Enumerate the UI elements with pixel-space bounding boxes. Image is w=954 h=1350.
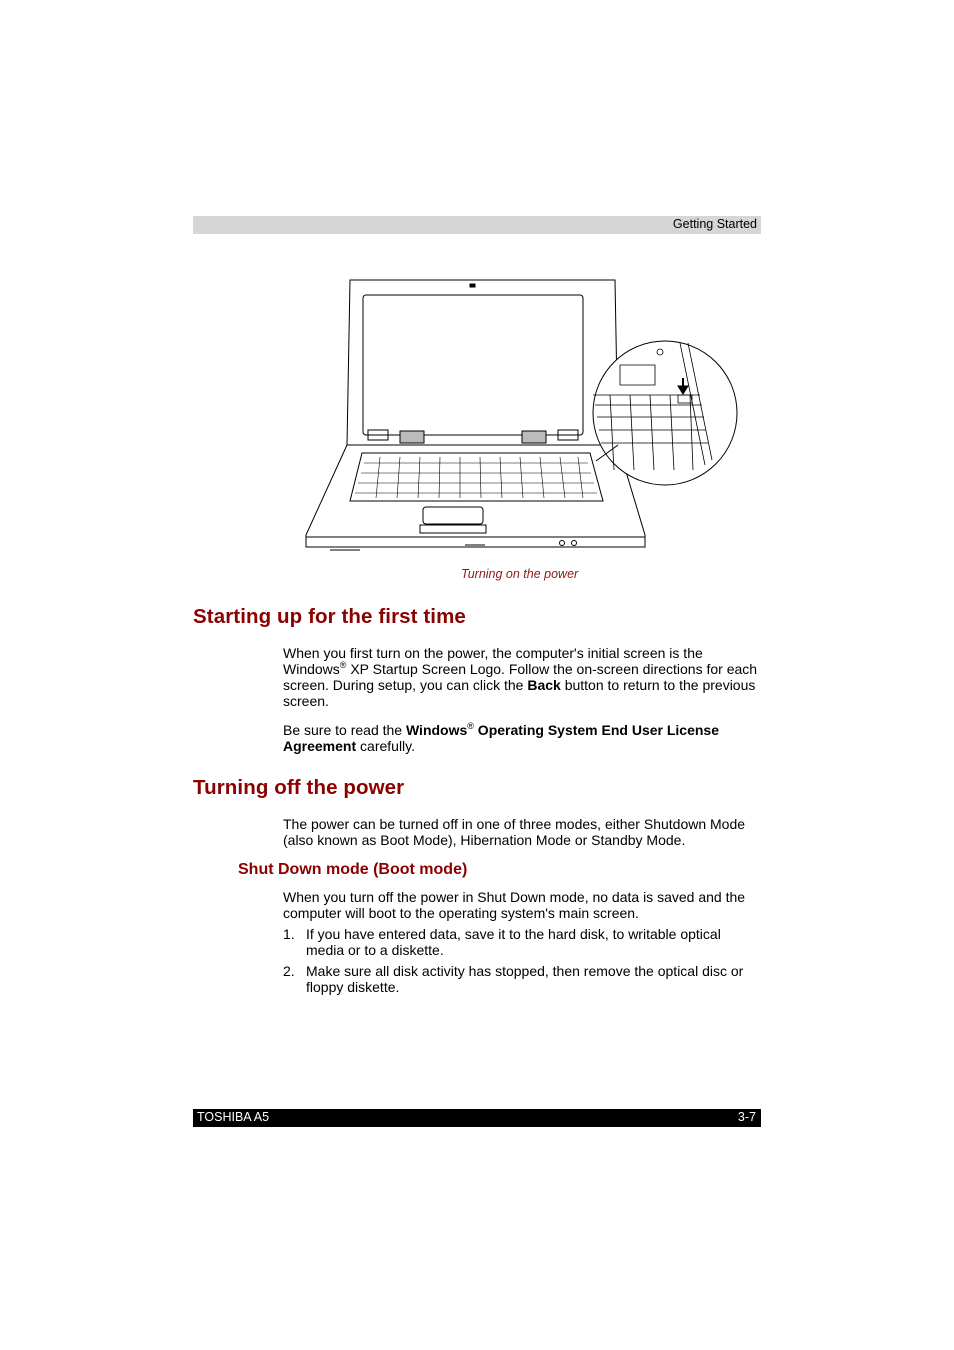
eula-term: Operating System End User License Agreement — [283, 722, 720, 754]
list-number: 1. — [283, 926, 295, 942]
text-run: button to return to the previous screen. — [283, 677, 756, 709]
text-run: XP Startup Screen Logo. Follow the on-screen directions for each screen. During setup, you can click the — [283, 661, 758, 693]
registered-mark: ® — [467, 721, 474, 731]
laptop-power-illustration — [300, 275, 745, 560]
list-text: If you have entered data, save it to the hard disk, to writable optical media or to a diskette. — [306, 926, 721, 958]
text-run: When you first turn on the power, the computer's initial screen is the Windows — [283, 645, 703, 677]
figure-caption: Turning on the power — [461, 567, 579, 581]
shut-down-paragraph: When you turn off the power in Shut Down mode, no data is saved and the computer will boot to the operating system's main screen. — [283, 889, 746, 921]
heading-shut-down-mode: Shut Down mode (Boot mode) — [238, 861, 468, 878]
footer-model: TOSHIBA A5 — [197, 1110, 270, 1124]
list-number: 2. — [283, 963, 295, 979]
list-text: Make sure all disk activity has stopped, then remove the optical disc or floppy diskette. — [306, 963, 744, 995]
windows-term: Windows — [405, 722, 468, 738]
starting-up-paragraph-2 — [283, 722, 761, 754]
running-header — [193, 216, 761, 234]
starting-up-paragraph-1 — [283, 645, 761, 709]
heading-turning-off: Turning off the power — [193, 776, 405, 799]
running-footer — [193, 1109, 761, 1127]
turning-off-paragraph: The power can be turned off in one of three modes, either Shutdown Mode (also known as Boot Mode), Hibernation Mode or Standby Mode. — [283, 816, 746, 848]
text-run: Be sure to read the — [283, 722, 406, 738]
registered-mark: ® — [339, 660, 347, 670]
back-button-label: Back — [527, 677, 561, 693]
heading-starting-up: Starting up for the first time — [193, 605, 466, 628]
header-section-title: Getting Started — [672, 217, 757, 231]
page-number: 3-7 — [737, 1110, 756, 1124]
text-run: carefully. — [356, 738, 416, 754]
